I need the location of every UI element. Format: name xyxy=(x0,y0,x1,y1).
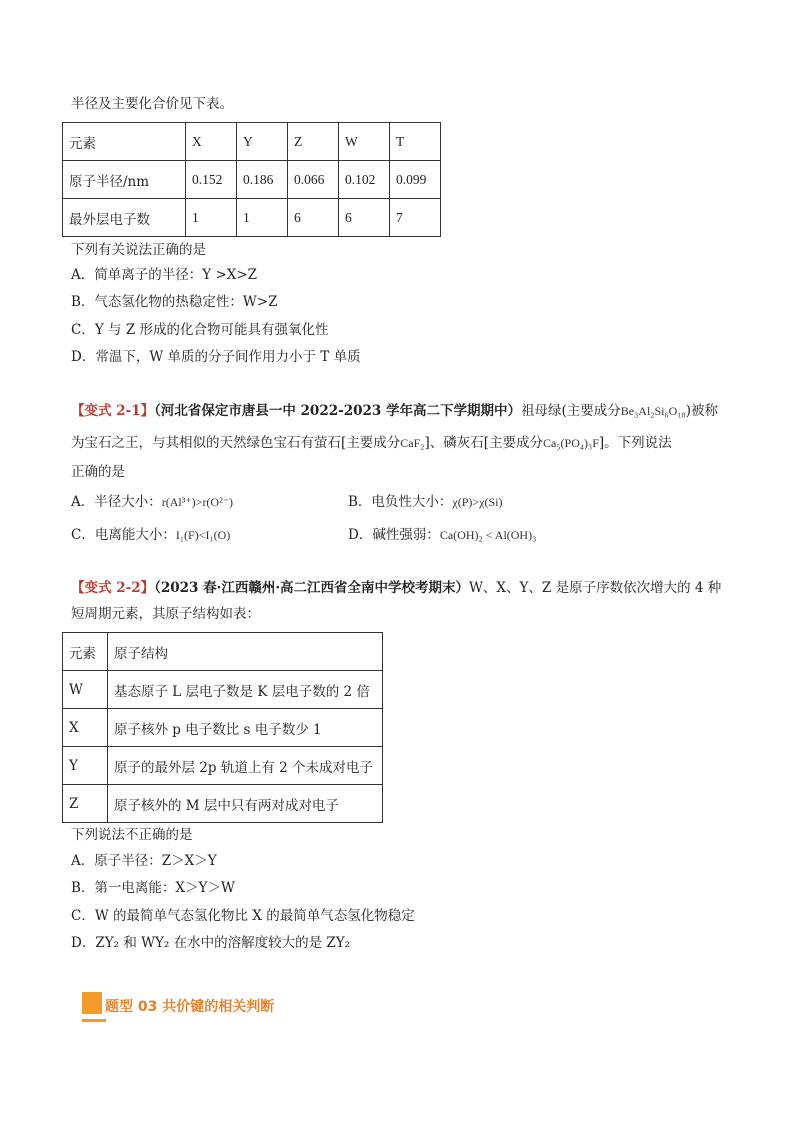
q3-table-row xyxy=(63,785,383,823)
q3-table-row xyxy=(63,671,383,709)
q2-option-b xyxy=(348,492,503,512)
q2-source: （河北省保定市唐县一中 2022-2023 学年高二下学期期中） xyxy=(154,403,521,419)
q1-table-cell: T xyxy=(390,123,441,161)
q2-option-b-label: B．电负性大小： xyxy=(348,494,453,510)
q3-stem-a: W、X、Y、Z 是原子序数依次增大的 4 种 xyxy=(469,580,722,596)
q1-table-cell: W xyxy=(339,123,390,161)
q1-table-cell: Y xyxy=(237,123,288,161)
q3-table-row xyxy=(63,709,383,747)
q2-line2 xyxy=(71,433,672,453)
q2-stem-line2-a: 为宝石之王，与其相似的天然绿色宝石有萤石[主要成分 xyxy=(71,435,401,451)
q3-line1 xyxy=(71,578,721,598)
q3-line2: 短周期元素，其原子结构如表： xyxy=(71,606,260,622)
heading-square-icon xyxy=(82,992,102,1014)
q2-option-b-math: χ(P)>χ(Si) xyxy=(452,495,503,509)
q2-formula-1: Be₃Al₂Si₆O₁₈ xyxy=(620,404,686,418)
q3-source: （2023 春·江西赣州·高二江西省全南中学校考期末） xyxy=(154,580,470,596)
q1-option-d: D．常温下，W 单质的分子间作用力小于 T 单质 xyxy=(71,349,361,365)
q1-intro: 半径及主要化合价见下表。 xyxy=(71,96,233,112)
q2-formula-2: CaF₂ xyxy=(400,436,425,450)
q1-element-table xyxy=(62,122,441,237)
q3-table-cell: Y xyxy=(63,747,108,785)
q1-option-a: A．简单离子的半径：Y >X>Z xyxy=(71,267,258,283)
q1-table-cell: 7 xyxy=(390,199,441,237)
q3-table-cell: 原子核外的 M 层中只有两对成对电子 xyxy=(108,785,383,823)
q1-prompt: 下列有关说法正确的是 xyxy=(71,242,206,258)
q2-option-c xyxy=(71,525,230,545)
q1-table-cell: 元素 xyxy=(63,123,186,161)
q2-option-d-label: D．碱性强弱： xyxy=(348,527,440,543)
q2-stem-line2-b: ]、磷灰石[主要成分 xyxy=(424,435,544,451)
q3-table-cell: 原子的最外层 2p 轨道上有 2 个未成对电子 xyxy=(108,747,383,785)
q2-option-a-label: A．半径大小： xyxy=(71,494,162,510)
q2-option-a-math: r(Al³⁺)>r(O²⁻) xyxy=(161,495,234,509)
q3-table-row xyxy=(63,633,383,671)
q3-table-cell: X xyxy=(63,709,108,747)
q3-tag: 【变式 2-2】 xyxy=(71,580,155,596)
q3-table-cell: 原子结构 xyxy=(108,633,383,671)
q3-option-a: A．原子半径：Z＞X＞Y xyxy=(71,853,217,869)
q3-option-d: D．ZY₂ 和 WY₂ 在水中的溶解度较大的是 ZY₂ xyxy=(71,935,351,951)
q3-option-b: B．第一电离能：X＞Y＞W xyxy=(71,880,235,896)
q1-table-cell: 0.099 xyxy=(390,161,441,199)
q2-formula-3: Ca₅(PO₄)₃F xyxy=(543,436,599,450)
q3-table-cell: Z xyxy=(63,785,108,823)
q1-table-row xyxy=(63,123,441,161)
q1-table-row xyxy=(63,199,441,237)
q3-option-c: C．W 的最简单气态氢化物比 X 的最简单气态氢化物稳定 xyxy=(71,908,415,924)
q3-table-row xyxy=(63,747,383,785)
q1-table-cell: 0.186 xyxy=(237,161,288,199)
q2-stem-line2-c: ]。下列说法 xyxy=(598,435,672,451)
q2-stem-a: 祖母绿(主要成分 xyxy=(521,403,621,419)
q1-table-cell: 最外层电子数 xyxy=(63,199,186,237)
q1-table-cell: 6 xyxy=(339,199,390,237)
q2-line1 xyxy=(71,401,718,421)
q3-table-cell: 原子核外 p 电子数比 s 电子数少 1 xyxy=(108,709,383,747)
q3-table-cell: 基态原子 L 层电子数是 K 层电子数的 2 倍 xyxy=(108,671,383,709)
q2-stem-b: )被称 xyxy=(685,403,718,419)
q1-table-cell: X xyxy=(186,123,237,161)
q1-table-cell: Z xyxy=(288,123,339,161)
q2-option-d xyxy=(348,525,536,545)
q3-table-cell: W xyxy=(63,671,108,709)
q1-table-cell: 1 xyxy=(237,199,288,237)
q2-option-c-math: I₁(F)<I₁(O) xyxy=(175,528,231,542)
q2-tag: 【变式 2-1】 xyxy=(71,403,155,419)
q1-table-cell: 0.102 xyxy=(339,161,390,199)
q1-table-row xyxy=(63,161,441,199)
q1-option-c: C．Y 与 Z 形成的化合物可能具有强氧化性 xyxy=(71,322,329,338)
heading-underline xyxy=(82,1019,106,1022)
q2-line3: 正确的是 xyxy=(71,464,125,480)
q1-table-cell: 6 xyxy=(288,199,339,237)
q3-table-cell: 元素 xyxy=(63,633,108,671)
heading-text xyxy=(105,996,274,1016)
q3-structure-table xyxy=(62,632,383,823)
q3-prompt: 下列说法不正确的是 xyxy=(71,827,193,843)
q1-table-cell: 1 xyxy=(186,199,237,237)
q2-option-a xyxy=(71,492,233,512)
q1-table-cell: 0.152 xyxy=(186,161,237,199)
heading-title: 03 共价键的相关判断 xyxy=(137,999,275,1015)
q1-table-cell: 0.066 xyxy=(288,161,339,199)
q1-table-cell: 原子半径/nm xyxy=(63,161,186,199)
q2-option-c-label: C．电离能大小： xyxy=(71,527,176,543)
q1-option-b: B．气态氢化物的热稳定性：W>Z xyxy=(71,294,278,310)
q2-option-d-math: Ca(OH)₂ < Al(OH)₃ xyxy=(439,528,537,542)
heading-label: 题型 xyxy=(105,999,133,1015)
